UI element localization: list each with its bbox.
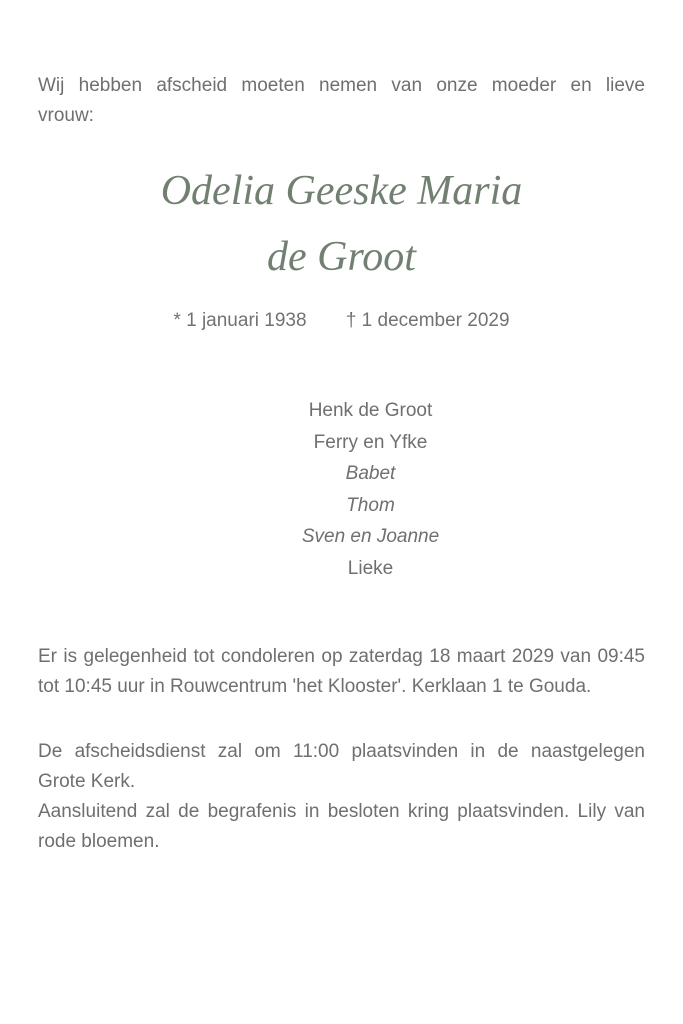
condolence-paragraph xyxy=(38,642,645,702)
intro-line-1: Wij hebben afscheid moeten nemen van onze moeder en lieve xyxy=(38,75,645,96)
service-line-3: Aansluitend zal de begrafenis in besloten kring plaatsvinden. Lily van xyxy=(38,801,645,822)
deceased-name xyxy=(38,158,645,290)
family-name-item: Thom xyxy=(346,494,395,516)
intro-line-2: vrouw: xyxy=(38,105,94,126)
condolence-line-2: tot 10:45 uur in Rouwcentrum 'het Klooster'. Kerklaan 1 te Gouda. xyxy=(38,676,592,697)
service-line-1: De afscheidsdienst zal om 11:00 plaatsvinden in de naastgelegen xyxy=(38,741,645,762)
birth-date: * 1 januari 1938 xyxy=(173,310,307,331)
intro-paragraph xyxy=(38,71,645,131)
deceased-name-line-2: de Groot xyxy=(267,234,416,280)
family-names-list xyxy=(38,395,645,584)
condolence-line-1: Er is gelegenheid tot condoleren op zaterdag 18 maart 2029 van 09:45 xyxy=(38,646,645,667)
deceased-name-line-1: Odelia Geeske Maria xyxy=(160,168,523,214)
service-paragraph xyxy=(38,737,645,857)
family-name-item: Lieke xyxy=(347,557,394,579)
family-name-item: Babet xyxy=(345,463,396,484)
life-dates xyxy=(38,306,645,336)
service-line-2: Grote Kerk. xyxy=(38,771,136,792)
death-date: † 1 december 2029 xyxy=(345,310,510,331)
family-name-item: Ferry en Yfke xyxy=(313,431,428,453)
family-name-item: Henk de Groot xyxy=(308,400,433,421)
family-name-item: Sven en Joanne xyxy=(301,526,440,547)
service-line-4: rode bloemen. xyxy=(38,831,160,852)
